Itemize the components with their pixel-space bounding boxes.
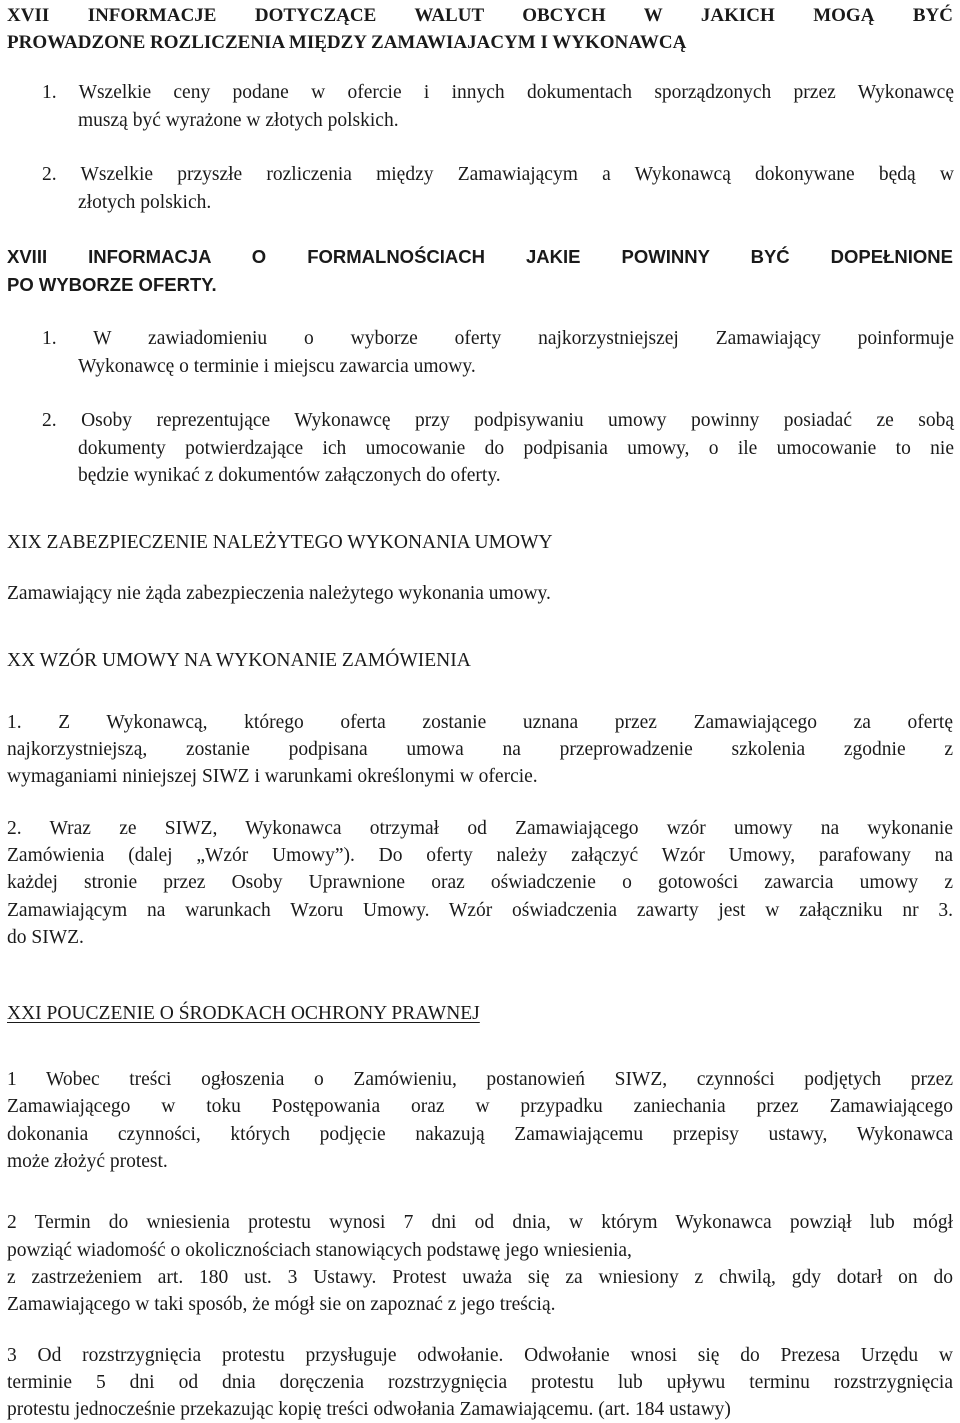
s20-item-2-line-2: Zamówienia (dalej „Wzór Umowy”). Do oferty należy załączyć Wzór Umowy, parafowany na <box>7 845 953 866</box>
s21-item-2-line-4: Zamawiającego w taki sposób, że mógł sie on zapoznać z jego treścią. <box>7 1294 556 1315</box>
s21-item-2-line-3: z zastrzeżeniem art. 180 ust. 3 Ustawy. Protest uważa się za wniesiony z chwilą, gdy dotarł on do <box>7 1267 953 1288</box>
section-18-heading-line-1: XVIII INFORMACJA O FORMALNOŚCIACH JAKIE POWINNY BYĆ DOPEŁNIONE <box>7 246 953 267</box>
s17-item-2-line-1: 2. Wszelkie przyszłe rozliczenia między Zamawiającym a Wykonawcą dokonywane będą w <box>42 164 954 185</box>
s21-item-1-line-4: może złożyć protest. <box>7 1151 168 1172</box>
s18-item-2-line-2: dokumenty potwierdzające ich umocowanie do podpisania umowy, o ile umocowanie to nie <box>78 438 954 459</box>
s21-item-1-line-1: 1 Wobec treści ogłoszenia o Zamówieniu, postanowień SIWZ, czynności podjętych przez <box>7 1069 953 1090</box>
section-18-heading-line-2: PO WYBORZE OFERTY. <box>7 274 217 295</box>
s18-item-2-line-1: 2. Osoby reprezentujące Wykonawcę przy podpisywaniu umowy powinny posiadać ze sobą <box>42 410 954 431</box>
s21-item-3-line-1: 3 Od rozstrzygnięcia protestu przysługuje odwołanie. Odwołanie wnosi się do Prezesa Urzędu w <box>7 1345 953 1366</box>
section-17-heading-line-1: XVII INFORMACJE DOTYCZĄCE WALUT OBCYCH W JAKICH MOGĄ BYĆ <box>7 5 953 26</box>
s20-item-2-line-5: do SIWZ. <box>7 927 84 948</box>
s18-item-1-line-1: 1. W zawiadomieniu o wyborze oferty najkorzystniejszej Zamawiający poinformuje <box>42 328 954 349</box>
s19-paragraph: Zamawiający nie żąda zabezpieczenia należytego wykonania umowy. <box>7 583 551 604</box>
section-19-heading: XIX ZABEZPIECZENIE NALEŻYTEGO WYKONANIA UMOWY <box>7 532 553 553</box>
s17-item-1-line-1: 1. Wszelkie ceny podane w ofercie i innych dokumentach sporządzonych przez Wykonawcę <box>42 82 954 103</box>
s20-item-2-line-3: każdej stronie przez Osoby Uprawnione oraz oświadczenie o gotowości zawarcia umowy z <box>7 872 953 893</box>
s20-item-1-line-1: 1. Z Wykonawcą, którego oferta zostanie uznana przez Zamawiającego za ofertę <box>7 712 953 733</box>
s18-item-1-line-2: Wykonawcę o terminie i miejscu zawarcia umowy. <box>78 356 476 377</box>
s21-item-3-line-3: protestu jednocześnie przekazując kopię treści odwołania Zamawiającemu. (art. 184 ustawy) <box>7 1399 731 1420</box>
s17-item-2-line-2: złotych polskich. <box>78 192 212 213</box>
s20-item-1-line-3: wymaganiami niniejszej SIWZ i warunkami określonymi w ofercie. <box>7 766 538 787</box>
s18-item-2-line-3: będzie wynikać z dokumentów załączonych do oferty. <box>78 465 501 486</box>
s20-item-2-line-4: Zamawiającym na warunkach Wzoru Umowy. Wzór oświadczenia zawarty jest w załączniku nr 3. <box>7 900 953 921</box>
s21-item-1-line-2: Zamawiającego w toku Postępowania oraz w przypadku zaniechania przez Zamawiającego <box>7 1096 953 1117</box>
s17-item-1-line-2: muszą być wyrażone w złotych polskich. <box>78 110 399 131</box>
section-17-heading-line-2: PROWADZONE ROZLICZENIA MIĘDZY ZAMAWIAJACYM I WYKONAWCĄ <box>7 32 687 53</box>
s20-item-2-line-1: 2. Wraz ze SIWZ, Wykonawca otrzymał od Zamawiającego wzór umowy na wykonanie <box>7 818 953 839</box>
s21-item-2-line-2: powziąć wiadomość o okolicznościach stanowiących podstawę jego wniesienia, <box>7 1240 632 1261</box>
s21-item-3-line-2: terminie 5 dni od dnia doręczenia rozstrzygnięcia protestu lub upływu terminu rozstrzygnięcia <box>7 1372 953 1393</box>
s21-item-1-line-3: dokonania czynności, których podjęcie nakazują Zamawiającemu przepisy ustawy, Wykonawca <box>7 1124 953 1145</box>
s21-item-2-line-1: 2 Termin do wniesienia protestu wynosi 7 dni od dnia, w którym Wykonawca powziął lub mógł <box>7 1212 953 1233</box>
section-21-heading: XXI POUCZENIE O ŚRODKACH OCHRONY PRAWNEJ <box>7 1003 480 1024</box>
section-20-heading: XX WZÓR UMOWY NA WYKONANIE ZAMÓWIENIA <box>7 650 471 671</box>
s20-item-1-line-2: najkorzystniejszą, zostanie podpisana umowa na przeprowadzenie szkolenia zgodnie z <box>7 739 953 760</box>
